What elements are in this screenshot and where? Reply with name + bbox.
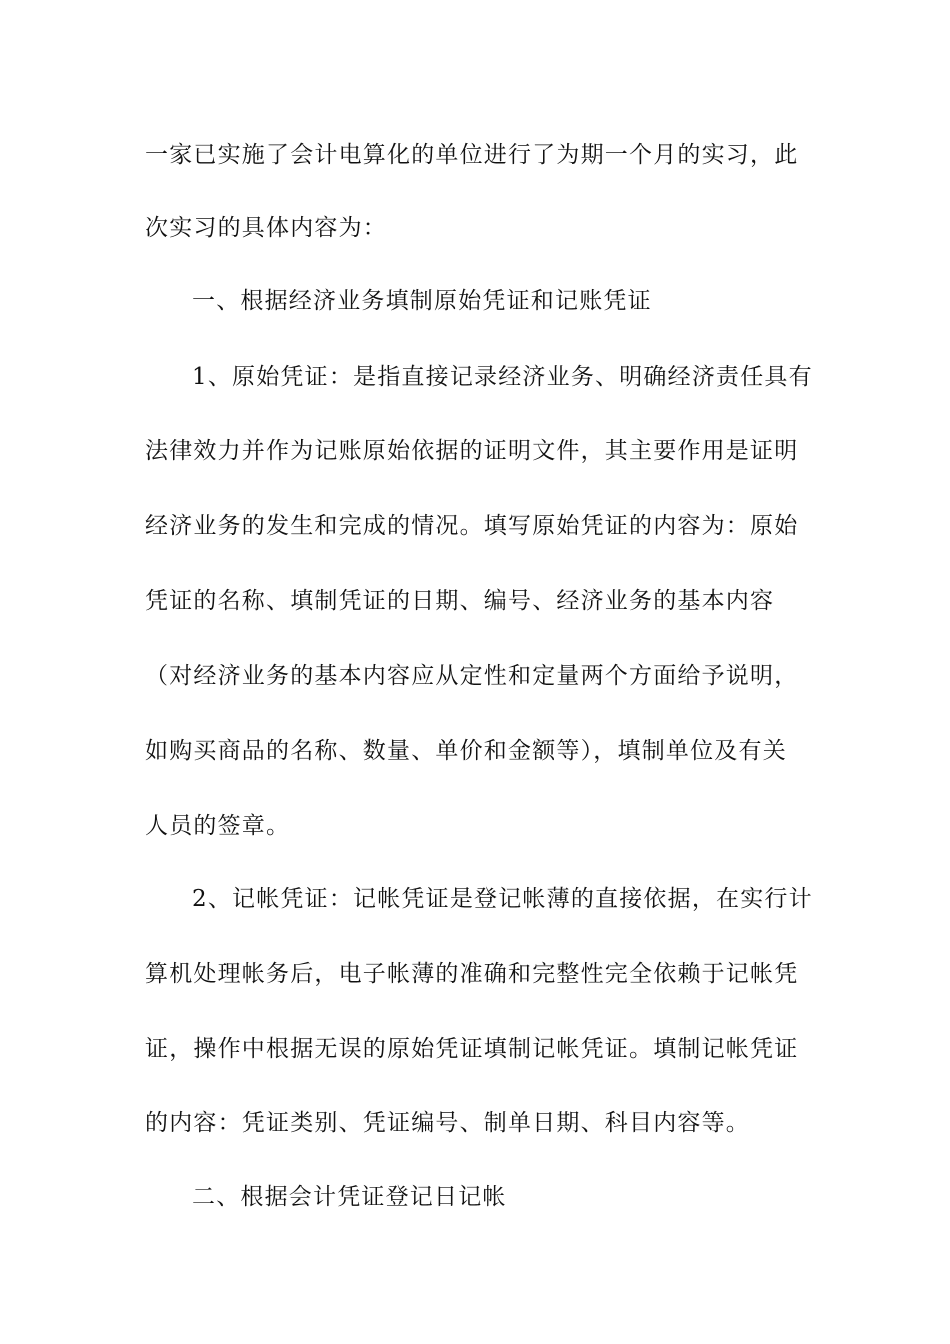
- paragraph-start: 1、原始凭证：是指直接记录经济业务、明确经济责任具有: [192, 364, 813, 390]
- text-line: 法律效力并作为记账原始依据的证明文件，其主要作用是证明: [145, 438, 799, 464]
- section-heading: 二、根据会计凭证登记日记帐: [192, 1184, 507, 1210]
- text-line: 次实习的具体内容为：: [145, 215, 387, 241]
- text-line: 算机处理帐务后，电子帐薄的准确和完整性完全依赖于记帐凭: [145, 961, 799, 987]
- text-line: 证，操作中根据无误的原始凭证填制记帐凭证。填制记帐凭证: [145, 1036, 799, 1062]
- paragraph-start: 2、记帐凭证：记帐凭证是登记帐薄的直接依据，在实行计: [192, 886, 813, 912]
- text-line: 人员的签章。: [145, 813, 291, 839]
- section-heading: 一、根据经济业务填制原始凭证和记账凭证: [192, 288, 652, 314]
- text-line: 一家已实施了会计电算化的单位进行了为期一个月的实习，此: [145, 142, 799, 168]
- text-line: 凭证的名称、填制凭证的日期、编号、经济业务的基本内容: [145, 588, 775, 614]
- text-line: 如购买商品的名称、数量、单价和金额等），填制单位及有关: [145, 738, 787, 764]
- text-line: （对经济业务的基本内容应从定性和定量两个方面给予说明，: [145, 663, 799, 689]
- text-line: 经济业务的发生和完成的情况。填写原始凭证的内容为：原始: [145, 513, 799, 539]
- text-line: 的内容：凭证类别、凭证编号、制单日期、科目内容等。: [145, 1110, 750, 1136]
